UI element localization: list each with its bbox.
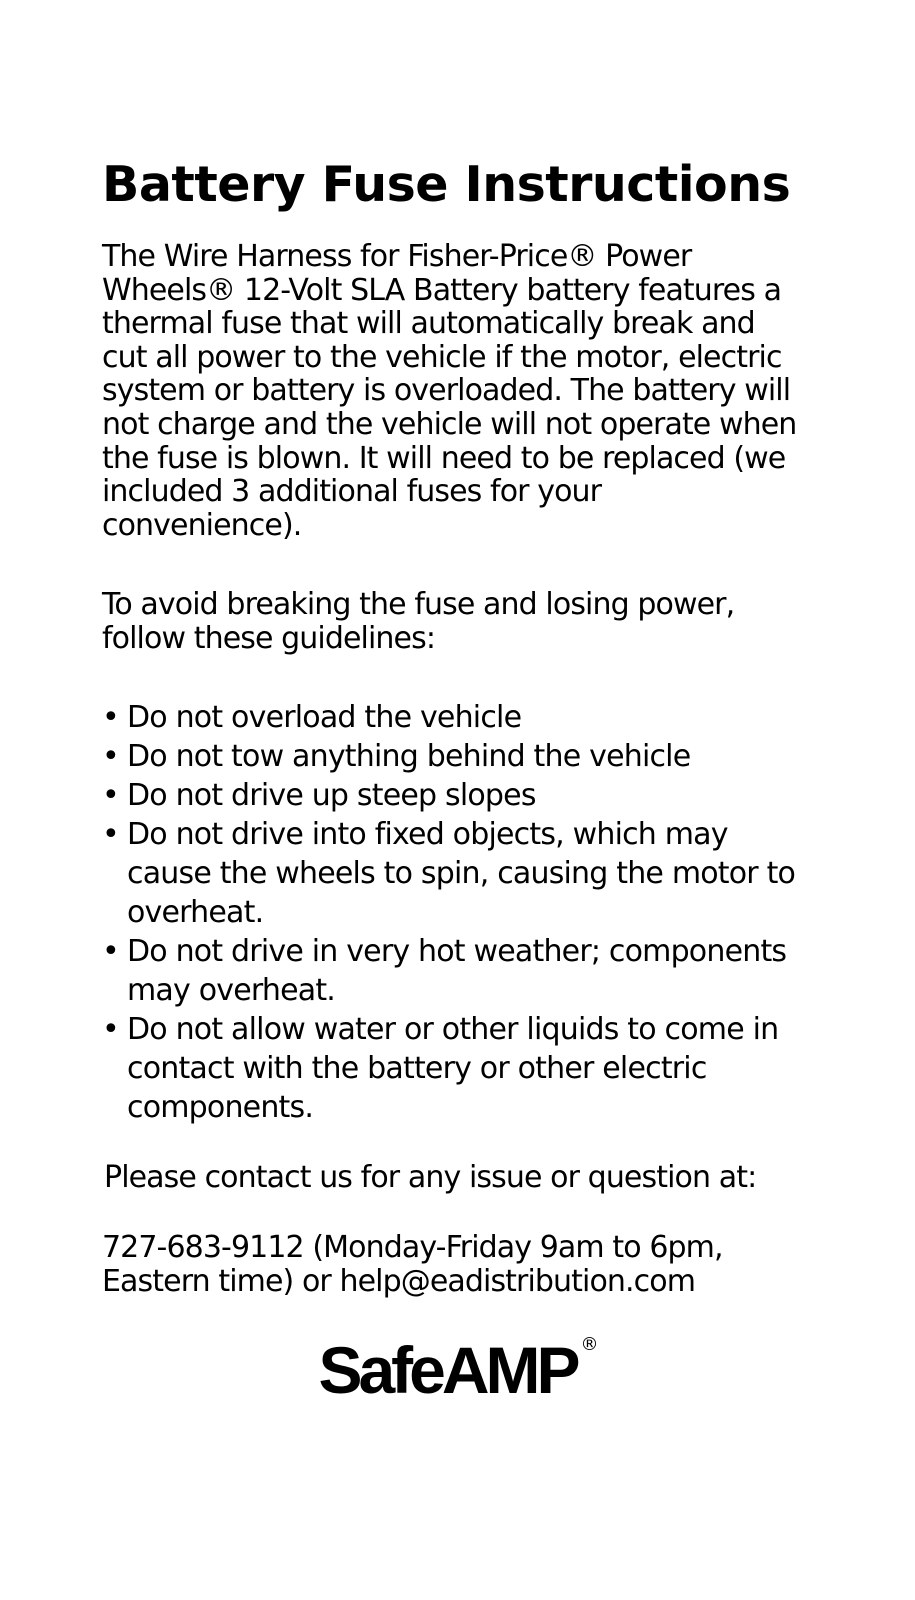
guideline-item <box>102 776 802 815</box>
guideline-text: Do not tow anything behind the vehicle <box>127 738 691 774</box>
guidelines-lead: To avoid breaking the fuse and losing power, follow these guidelines: <box>102 587 735 656</box>
intro-paragraph: The Wire Harness for Fisher-Price® Power Wheels® 12-Volt SLA Battery battery features a thermal fuse that will automatically break and cut all power to the vehicle if the motor, electric system or battery is overloaded. The battery will not charge and the vehicle will not operate when the fuse is blown. It will need to be replaced (we included 3 additional fuses for your convenience). <box>102 239 797 543</box>
bullet-icon: • <box>102 738 119 774</box>
guideline-item <box>102 698 802 737</box>
bullet-icon: • <box>102 816 119 852</box>
guideline-text: Do not overload the vehicle <box>127 699 522 735</box>
guideline-text: Do not drive up steep slopes <box>127 777 536 813</box>
bullet-icon: • <box>102 933 119 969</box>
guideline-item <box>102 737 802 776</box>
contact-details: 727-683-9112 (Monday-Friday 9am to 6pm, Eastern time) or help@eadistribution.com <box>102 1229 723 1299</box>
page-title: Battery Fuse Instructions <box>102 156 791 213</box>
guideline-text: Do not allow water or other liquids to come in contact with the battery or other electric components. <box>127 1011 779 1125</box>
instruction-card <box>102 150 802 1299</box>
guideline-item <box>102 815 802 932</box>
contact-prompt: Please contact us for any issue or question at: <box>104 1159 757 1195</box>
guideline-text: Do not drive into fixed objects, which may cause the wheels to spin, causing the motor to overheat. <box>127 816 796 930</box>
guideline-text: Do not drive in very hot weather; components may overheat. <box>127 933 787 1008</box>
guidelines-list <box>102 698 802 1127</box>
logo-text: SafeAMP <box>318 1333 577 1407</box>
guideline-item <box>102 1010 802 1127</box>
registered-mark: ® <box>580 1334 599 1355</box>
brand-logo <box>0 1330 915 1410</box>
bullet-icon: • <box>102 1011 119 1047</box>
bullet-icon: • <box>102 777 119 813</box>
logo-wordmark <box>318 1330 599 1410</box>
bullet-icon: • <box>102 699 119 735</box>
guideline-item <box>102 932 802 1010</box>
